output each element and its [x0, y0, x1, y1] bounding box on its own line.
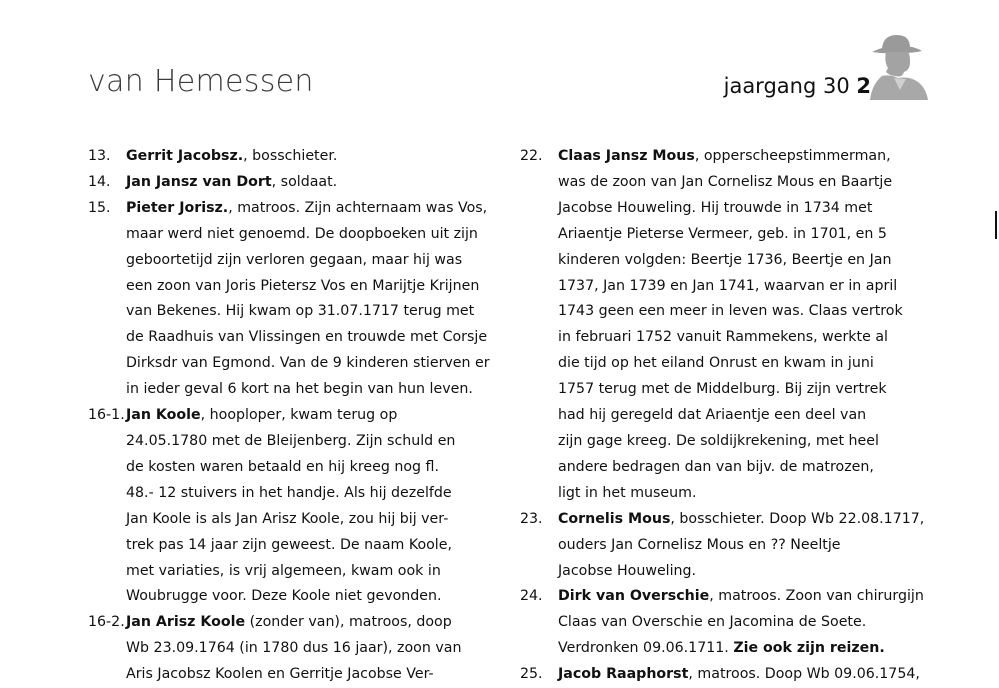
- entry-text: , soldaat.: [271, 173, 338, 190]
- entry-text: Verdronken 09.06.1711.: [558, 640, 734, 657]
- person-name: Cornelis Mous: [558, 510, 671, 527]
- entry-15: [88, 196, 490, 403]
- left-column: [88, 144, 490, 688]
- entry-text: Jan Koole is als Jan Arisz Koole, zou hij bij ver-: [126, 510, 449, 527]
- person-name: Pieter Jorisz.: [126, 199, 229, 216]
- entry-number: 23.: [520, 510, 543, 527]
- entry-text: Claas van Overschie en Jacomina de Soete.: [558, 614, 867, 631]
- entry-text: kinderen volgden: Beertje 1736, Beertje en Jan: [558, 251, 892, 268]
- edge-mark: [995, 211, 997, 239]
- entry-24: [520, 584, 924, 662]
- entry-number: 13.: [88, 148, 111, 164]
- entry-text: Jacobse Houweling.: [558, 562, 697, 579]
- entry-text: (zonder van), matroos, doop: [245, 614, 452, 631]
- entry-text: 48.- 12 stuivers in het handje. Als hij dezelfde: [126, 484, 452, 501]
- entry-text: ouders Jan Cornelisz Mous en ?? Neeltje: [558, 536, 841, 553]
- issue-label: [724, 74, 871, 98]
- entry-text: maar werd niet genoemd. De doopboeken uit zijn: [126, 225, 478, 242]
- entry-text: in ieder geval 6 kort na het begin van hun leven.: [126, 381, 473, 398]
- entry-number: 22.: [520, 148, 543, 164]
- entry-text: Woubrugge voor. Deze Koole niet gevonden.: [126, 588, 442, 605]
- person-name: Gerrit Jacobsz.: [126, 148, 244, 164]
- entry-text: geboortetijd zijn verloren gegaan, maar hij was: [126, 251, 463, 268]
- entry-text: 24.05.1780 met de Bleijenberg. Zijn schuld en: [126, 432, 456, 449]
- person-name: Jan Koole: [126, 407, 201, 424]
- person-name: Jan Jansz van Dort: [126, 173, 272, 190]
- entry-text: zijn gage kreeg. De soldijkrekening, met heel: [558, 432, 879, 449]
- entry-number: 25.: [520, 666, 543, 683]
- entry-text: , hooploper, kwam terug op: [200, 407, 398, 424]
- issue-volume: jaargang 30: [723, 74, 850, 98]
- see-also-note: Zie ook zijn reizen.: [733, 640, 885, 657]
- entry-25: [520, 662, 920, 688]
- entry-text: de Raadhuis van Vlissingen en trouwde met Corsje: [126, 329, 488, 346]
- entry-text: , matroos. Zoon van chirurgijn: [709, 588, 924, 605]
- silhouette-logo-icon: [868, 32, 930, 104]
- entry-23: [520, 507, 925, 585]
- person-name: Claas Jansz Mous: [558, 148, 695, 164]
- entry-13: [88, 144, 478, 170]
- entry-text: , bosschieter. Doop Wb 22.08.1717,: [670, 510, 925, 527]
- entry-text: 1757 terug met de Middelburg. Bij zijn vertrek: [558, 381, 887, 398]
- entry-text: een zoon van Joris Pietersz Vos en Marijtje Krijnen: [126, 277, 480, 294]
- page-title: van Hemessen: [88, 64, 314, 99]
- entry-text: ligt in het museum.: [558, 484, 697, 501]
- entry-16-1: [88, 403, 478, 610]
- entry-text: , matroos. Doop Wb 09.06.1754,: [688, 666, 920, 683]
- entry-text: Aris Jacobsz Koolen en Gerritje Jacobse Ver-: [126, 666, 434, 683]
- entry-text: die tijd op het eiland Onrust en kwam in juni: [558, 355, 874, 372]
- entry-text: 1743 geen een meer in leven was. Claas vertrok: [558, 303, 903, 320]
- person-name: Jacob Raaphorst: [558, 666, 689, 683]
- entry-text: met variaties, is vrij algemeen, kwam ook in: [126, 562, 441, 579]
- entry-text: Dirksdr van Egmond. Van de 9 kinderen stierven er: [126, 355, 490, 372]
- entry-number: 24.: [520, 588, 543, 605]
- entry-text: , matroos. Zijn achternaam was Vos,: [228, 199, 488, 216]
- person-name: Dirk van Overschie: [558, 588, 710, 605]
- entry-text: van Bekenes. Hij kwam op 31.07.1717 terug met: [126, 303, 475, 320]
- entry-22: [520, 144, 915, 507]
- entry-text: trek pas 14 jaar zijn geweest. De naam Koole,: [126, 536, 452, 553]
- entry-number: 14.: [88, 173, 111, 190]
- entry-16-2: [88, 610, 478, 688]
- person-name: Jan Arisz Koole: [126, 614, 246, 631]
- entry-14: [88, 170, 478, 196]
- entry-text: de kosten waren betaald en hij kreeg nog fl.: [126, 458, 439, 475]
- entry-number: 16-2.: [88, 614, 125, 631]
- entry-text: was de zoon van Jan Cornelisz Mous en Baartje: [558, 173, 893, 190]
- issue-number: 2: [856, 74, 871, 98]
- entry-text: Wb 23.09.1764 (in 1780 dus 16 jaar), zoon van: [126, 640, 462, 657]
- entry-text: in februari 1752 vanuit Rammekens, werkte al: [558, 329, 888, 346]
- entry-text: Ariaentje Pieterse Vermeer, geb. in 1701, en 5: [558, 225, 887, 242]
- entry-text: had hij geregeld dat Ariaentje een deel van: [558, 407, 867, 424]
- entry-text: 1737, Jan 1739 en Jan 1741, waarvan er in april: [558, 277, 898, 294]
- entry-text: andere bedragen dan van bijv. de matrozen,: [558, 458, 874, 475]
- entry-number: 16-1.: [88, 407, 125, 424]
- entry-text: , bosschieter.: [243, 148, 338, 164]
- right-column: [520, 144, 925, 688]
- entry-text: , opperscheepstimmerman,: [694, 148, 891, 164]
- entry-text: Jacobse Houweling. Hij trouwde in 1734 met: [558, 199, 873, 216]
- entry-number: 15.: [88, 199, 111, 216]
